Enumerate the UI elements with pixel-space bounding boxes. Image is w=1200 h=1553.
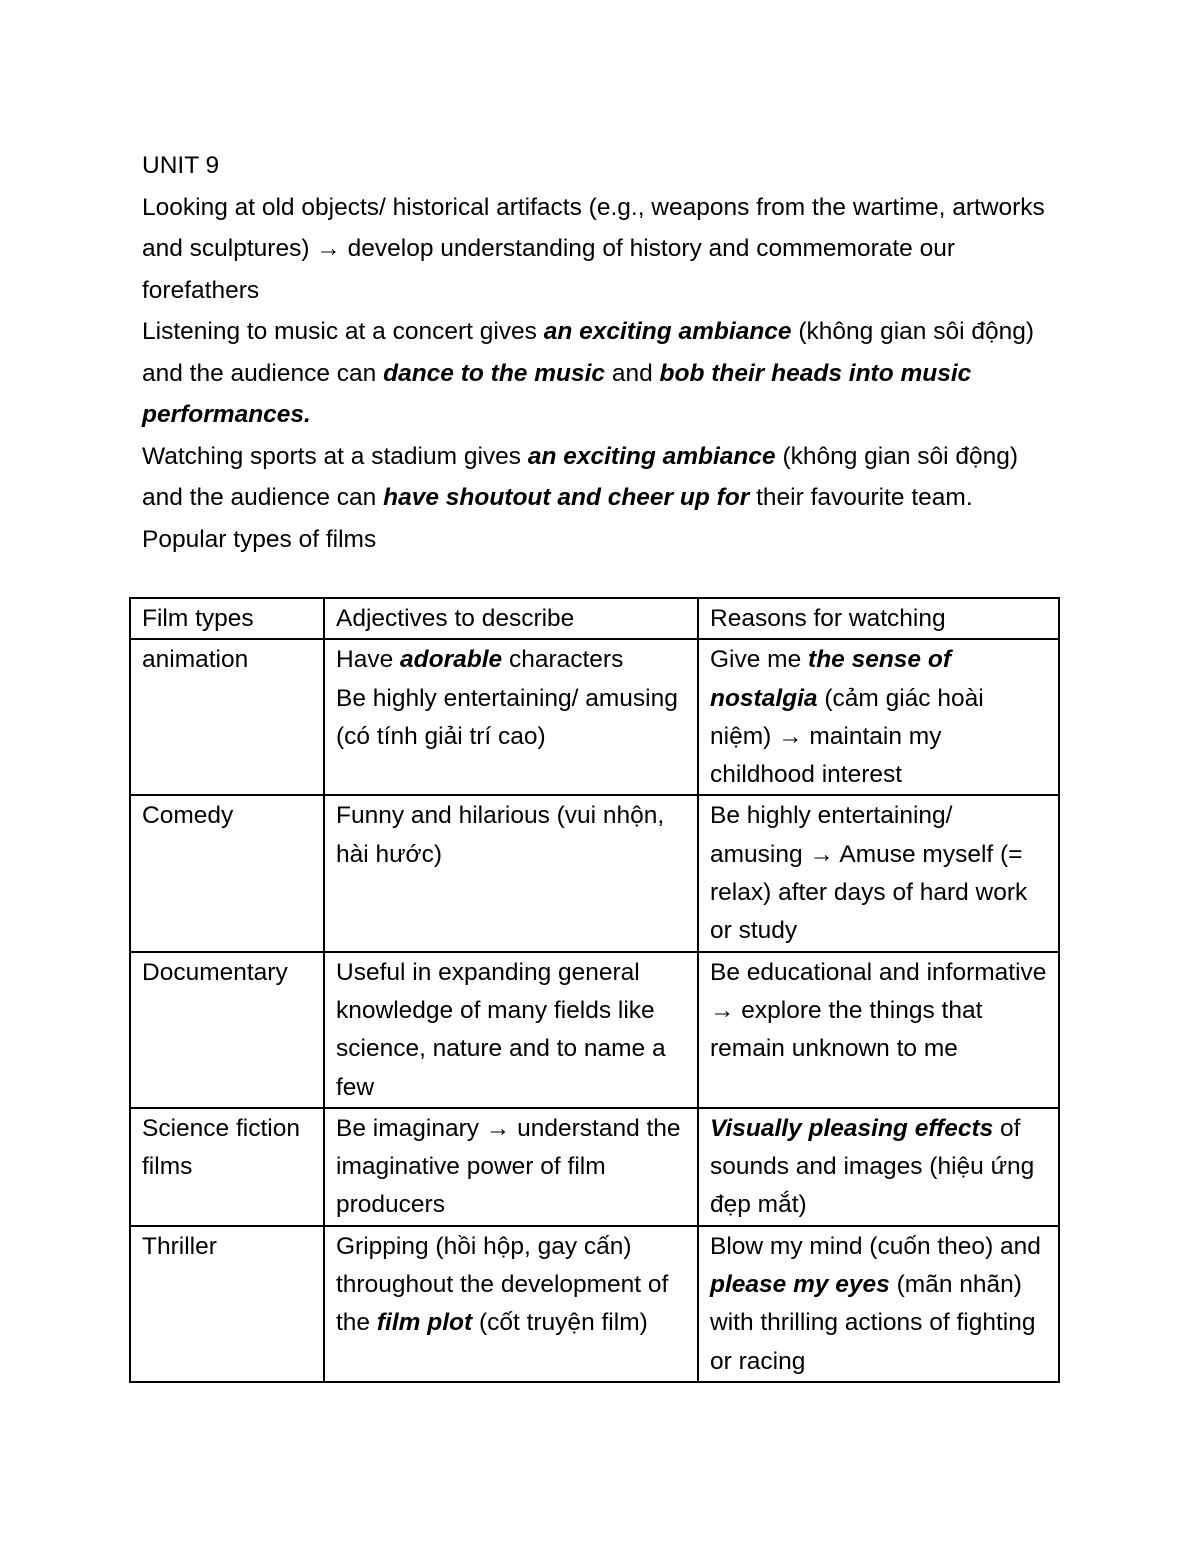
highlighted-phrase: bob their heads into music performances. (142, 359, 972, 428)
table-body (130, 639, 1059, 1382)
text-run: Funny and hilarious (vui nhộn, hài hước) (336, 802, 665, 868)
highlighted-phrase: please my eyes (710, 1271, 890, 1299)
film-type-cell (130, 952, 324, 1108)
highlighted-phrase: adorable (400, 646, 503, 674)
text-run: Watching sports at a stadium gives (142, 442, 528, 470)
film-type-cell (130, 795, 324, 951)
text-run: Thriller (142, 1232, 217, 1260)
text-run: (cốt truyện film) (472, 1309, 648, 1337)
text-run: of sounds and images (hiệu ứng đẹp mắt) (710, 1114, 1035, 1219)
text-run: Useful in expanding general knowledge of many fields like science, nature and to name a few (336, 958, 666, 1101)
reasons-cell (698, 1108, 1059, 1226)
highlighted-phrase: have shoutout and cheer up for (383, 484, 750, 511)
text-run: Give me (710, 646, 809, 674)
highlighted-phrase: an exciting ambiance (527, 442, 776, 470)
header-cell: Adjectives to describe (324, 598, 698, 639)
text-run: Comedy (142, 802, 234, 830)
paragraph (142, 436, 1062, 519)
table-row (130, 1226, 1059, 1382)
text-run: Listening to music at a concert gives (142, 318, 544, 345)
text-run: (cảm giác hoài niệm) → maintain my childhood interest (710, 684, 984, 789)
text-run: (không gian sôi động) and the audience can (142, 442, 1019, 511)
text-run: (không gian sôi động) and the audience can (142, 318, 1034, 387)
text-run: Science fiction films (142, 1114, 300, 1181)
film-type-cell (130, 1226, 324, 1382)
highlighted-phrase: the sense of nostalgia (710, 646, 951, 712)
text-run: Be educational and informative → explore the things that remain unknown to me (710, 958, 1047, 1063)
adjectives-cell (324, 1108, 698, 1226)
text-run: Have (336, 646, 401, 674)
table-row (130, 952, 1059, 1108)
text-run: characters (502, 646, 624, 674)
film-type-cell (130, 639, 324, 795)
film-type-cell (130, 1108, 324, 1226)
header-cell: Film types (130, 598, 324, 639)
reasons-cell (698, 1226, 1059, 1382)
adjectives-cell (324, 795, 698, 951)
reasons-cell (698, 795, 1059, 951)
text-run: Documentary (142, 958, 288, 986)
paragraph-list (142, 187, 1062, 519)
table-caption: Popular types of films (142, 525, 377, 553)
adjectives-cell (324, 1226, 698, 1382)
film-types-table (129, 597, 1060, 1383)
highlighted-phrase: dance to the music (383, 359, 606, 387)
text-run: Looking at old objects/ historical artifacts (e.g., weapons from the wartime, artworks and sculptures) → develop understanding of history and commemorate our forefathers (142, 193, 1045, 304)
highlighted-phrase: film plot (376, 1309, 473, 1337)
paragraph (142, 311, 1062, 436)
table-header-row (130, 598, 1059, 639)
text-run: (mãn nhãn) with thrilling actions of fighting or racing (710, 1271, 1036, 1375)
header-cell: Reasons for watching (698, 598, 1059, 639)
adjectives-cell (324, 952, 698, 1108)
text-run: animation (142, 646, 249, 674)
text-run: Be highly entertaining/ amusing → Amuse myself (= relax) after days of hard work or study (710, 802, 1028, 945)
text-run: Be imaginary → understand the imaginative power of film producers (336, 1114, 681, 1219)
text-run: Blow my mind (cuốn theo) and (710, 1232, 1041, 1260)
reasons-cell (698, 952, 1059, 1108)
table-row (130, 639, 1059, 795)
text-run: Gripping (hồi hộp, gay cấn) throughout the development of the (336, 1232, 669, 1337)
reasons-cell (698, 639, 1059, 795)
table-row (130, 795, 1059, 951)
text-run: and (605, 359, 660, 387)
table-row (130, 1108, 1059, 1226)
document-body (142, 145, 1062, 560)
paragraph (142, 187, 1062, 312)
highlighted-phrase: an exciting ambiance (543, 318, 792, 345)
text-run: Be highly entertaining/ amusing (có tính giải trí cao) (336, 684, 678, 750)
highlighted-phrase: Visually pleasing effects (710, 1114, 994, 1142)
adjectives-cell (324, 639, 698, 795)
text-run: their favourite team. (749, 484, 973, 511)
unit-heading: UNIT 9 (142, 152, 220, 179)
